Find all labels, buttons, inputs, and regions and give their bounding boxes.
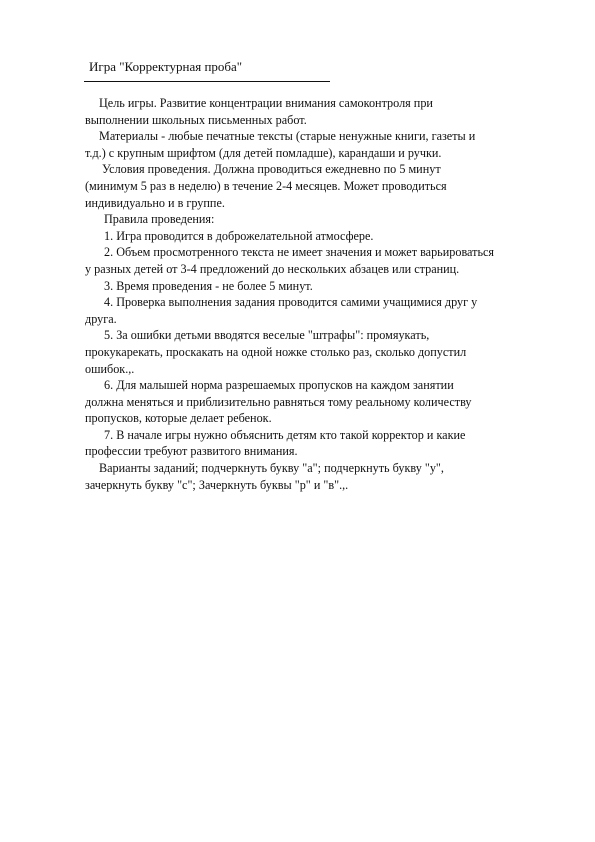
body-line: 3. Время проведения - не более 5 минут. <box>104 278 313 293</box>
body-line: индивидуально и в группе. <box>85 195 225 210</box>
body-line: 5. За ошибки детьми вводятся веселые "штрафы": промяукать, <box>104 328 430 343</box>
body-line: друга. <box>85 311 117 326</box>
body-line: ошибок.,. <box>85 361 135 376</box>
body-line: Правила проведения: <box>104 212 215 227</box>
body-line: 6. Для малышей норма разрешаемых пропусков на каждом занятии <box>104 378 454 393</box>
document-title: Игра "Корректурная проба" <box>89 59 243 74</box>
body-line: у разных детей от 3-4 предложений до нескольких абзацев или страниц. <box>85 261 460 276</box>
body-line: 2. Объем просмотренного текста не имеет значения и может варьироваться <box>104 245 495 260</box>
body-line: 1. Игра проводится в доброжелательной атмосфере. <box>104 228 374 243</box>
title-underline <box>84 81 330 82</box>
body-line: должна меняться и приблизительно равняться тому реальному количеству <box>85 394 472 409</box>
body-line: пропусков, которые делает ребенок. <box>85 411 272 426</box>
body-line: т.д.) с крупным шрифтом (для детей помладше), карандаши и ручки. <box>85 145 442 160</box>
body-line: зачеркнуть букву "с"; Зачеркнуть буквы "р" и "в".,. <box>85 477 349 492</box>
document-body <box>85 95 550 493</box>
body-line: профессии требуют развитого внимания. <box>85 444 298 459</box>
body-line: Условия проведения. Должна проводиться ежедневно по 5 минут <box>102 162 441 177</box>
body-line: Цель игры. Развитие концентрации внимания самоконтроля при <box>99 96 433 110</box>
body-line: прокукарекать, проскакать на одной ножке столько раз, сколько допустил <box>85 344 467 359</box>
body-line: выполнении школьных письменных работ. <box>85 112 307 127</box>
body-line: Материалы - любые печатные тексты (старые ненужные книги, газеты и <box>99 129 476 144</box>
body-line: (минимум 5 раз в неделю) в течение 2-4 месяцев. Может проводиться <box>85 178 447 193</box>
body-line: Варианты заданий; подчеркнуть букву "а"; подчеркнуть букву "у", <box>99 461 444 476</box>
body-line: 4. Проверка выполнения задания проводится самими учащимися друг у <box>104 295 478 310</box>
body-line: 7. В начале игры нужно объяснить детям кто такой корректор и какие <box>104 427 466 442</box>
